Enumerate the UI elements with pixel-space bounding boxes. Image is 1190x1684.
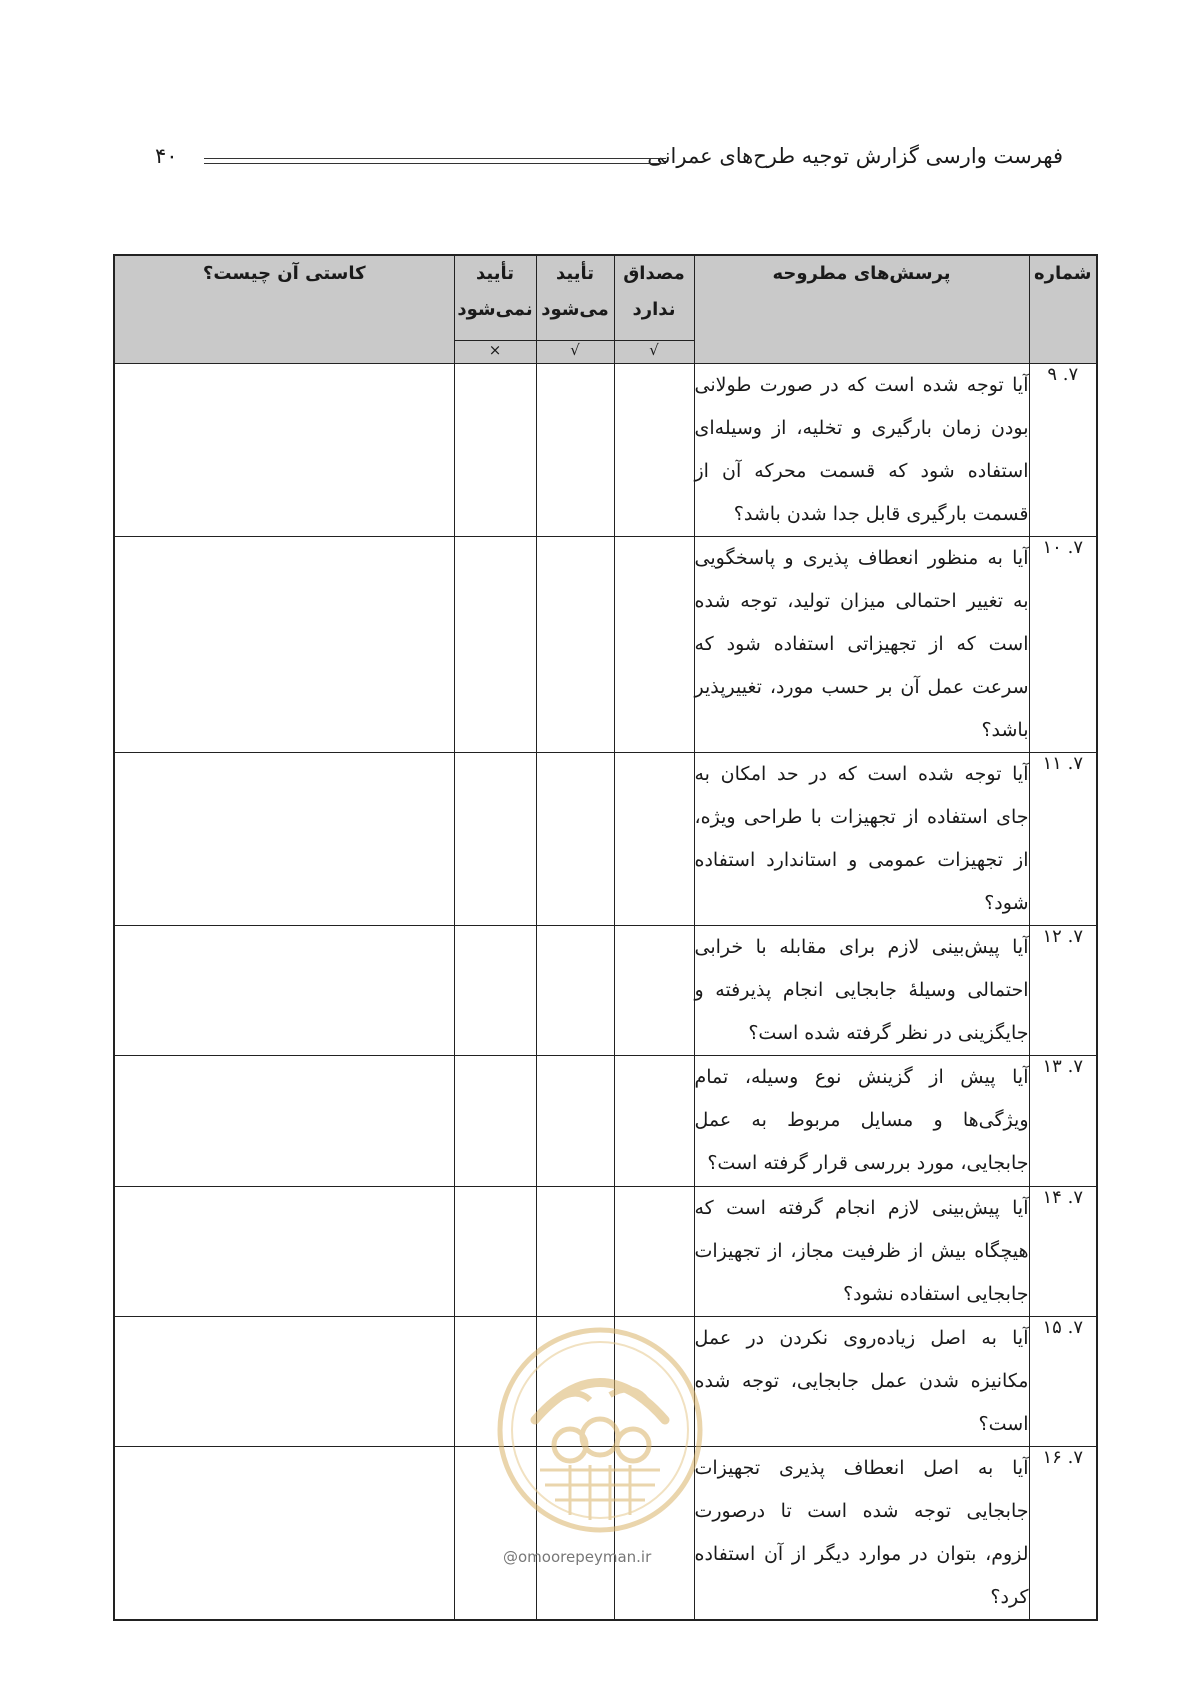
header-not-applicable-label: مصداق ندارد	[623, 263, 685, 320]
table-row	[114, 364, 1097, 537]
row-number: ۷. ۱۶	[1029, 1447, 1097, 1621]
cell-deficiency[interactable]	[114, 1056, 454, 1187]
header-questions: پرسش‌های مطروحه	[694, 255, 1029, 364]
page-number: ۴۰	[155, 144, 178, 168]
cell-not-applicable[interactable]	[614, 926, 694, 1056]
cell-not-applicable[interactable]	[614, 364, 694, 537]
row-question: آیا توجه شده است که در صورت طولانی بودن زمان بارگیری و تخلیه، از وسیله‌ای استفاده شود که قسمت محرکه آن از قسمت بارگیری قابل جدا شدن باشد؟	[694, 364, 1029, 537]
table-row	[114, 537, 1097, 753]
cell-not-applicable[interactable]	[614, 537, 694, 753]
cell-deficiency[interactable]	[114, 926, 454, 1056]
cell-not-applicable[interactable]	[614, 753, 694, 926]
table-row	[114, 926, 1097, 1056]
page-header-title: فهرست وارسی گزارش توجیه طرح‌های عمرانی	[647, 144, 1063, 168]
table-row	[114, 753, 1097, 926]
table-row	[114, 1056, 1097, 1187]
cell-not-applicable[interactable]	[614, 1056, 694, 1187]
cell-not-approved[interactable]	[454, 926, 536, 1056]
cell-approved[interactable]	[536, 1056, 614, 1187]
cell-deficiency[interactable]	[114, 1447, 454, 1621]
seal-logo-icon	[495, 1325, 705, 1535]
row-number: ۷. ۱۳	[1029, 1056, 1097, 1187]
cell-deficiency[interactable]	[114, 364, 454, 537]
cell-approved[interactable]	[536, 364, 614, 537]
row-number: ۷. ۱۰	[1029, 537, 1097, 753]
row-question: آیا پیش‌بینی لازم انجام گرفته است که هیچگاه بیش از ظرفیت مجاز، از تجهیزات جابجایی استفاده نشود؟	[694, 1187, 1029, 1317]
cell-not-approved[interactable]	[454, 364, 536, 537]
mark-not-applicable: √	[614, 341, 694, 364]
header-not-approved-label: تأیید نمی‌شود	[457, 263, 533, 320]
header-approved-label: تأیید می‌شود	[541, 263, 609, 320]
header-approved	[536, 255, 614, 341]
cell-not-approved[interactable]	[454, 537, 536, 753]
row-number: ۷. ۱۴	[1029, 1187, 1097, 1317]
header-divider	[204, 158, 666, 164]
row-question: آیا به اصل زیاده‌روی نکردن در عمل مکانیزه شدن عمل جابجایی، توجه شده است؟	[694, 1317, 1029, 1447]
header-not-approved	[454, 255, 536, 341]
footer-url: @omoorepeyman.ir	[503, 1548, 652, 1566]
header-number: شماره	[1029, 255, 1097, 364]
header-not-applicable	[614, 255, 694, 341]
row-question: آیا پیش از گزینش نوع وسیله، تمام ویژگی‌ها و مسایل مربوط به عمل جابجایی، مورد بررسی قرار گرفته است؟	[694, 1056, 1029, 1187]
row-number: ۷. ۹	[1029, 364, 1097, 537]
table-row	[114, 1187, 1097, 1317]
cell-deficiency[interactable]	[114, 1317, 454, 1447]
cell-approved[interactable]	[536, 753, 614, 926]
cell-not-applicable[interactable]	[614, 1187, 694, 1317]
cell-approved[interactable]	[536, 1187, 614, 1317]
cell-deficiency[interactable]	[114, 753, 454, 926]
row-number: ۷. ۱۲	[1029, 926, 1097, 1056]
cell-not-approved[interactable]	[454, 753, 536, 926]
row-question: آیا به اصل انعطاف پذیری تجهیزات جابجایی توجه شده است تا درصورت لزوم، بتوان در موارد دیگر از آن استفاده کرد؟	[694, 1447, 1029, 1621]
row-question: آیا به منظور انعطاف پذیری و پاسخگویی به تغییر احتمالی میزان تولید، توجه شده است که از تجهیزاتی استفاده شود که سرعت عمل آن بر حسب مورد، تغییرپذیر باشد؟	[694, 537, 1029, 753]
row-number: ۷. ۱۵	[1029, 1317, 1097, 1447]
cell-not-approved[interactable]	[454, 1056, 536, 1187]
cell-approved[interactable]	[536, 926, 614, 1056]
mark-not-approved: ×	[454, 341, 536, 364]
cell-approved[interactable]	[536, 537, 614, 753]
cell-deficiency[interactable]	[114, 537, 454, 753]
row-question: آیا توجه شده است که در حد امکان به جای استفاده از تجهیزات با طراحی ویژه، از تجهیزات عمومی و استاندارد استفاده شود؟	[694, 753, 1029, 926]
cell-not-approved[interactable]	[454, 1187, 536, 1317]
header-deficiency: کاستی آن چیست؟	[114, 255, 454, 364]
row-number: ۷. ۱۱	[1029, 753, 1097, 926]
cell-deficiency[interactable]	[114, 1187, 454, 1317]
mark-approved: √	[536, 341, 614, 364]
row-question: آیا پیش‌بینی لازم برای مقابله با خرابی احتمالی وسیلهٔ جابجایی انجام پذیرفته و جایگزینی در نظر گرفته شده است؟	[694, 926, 1029, 1056]
